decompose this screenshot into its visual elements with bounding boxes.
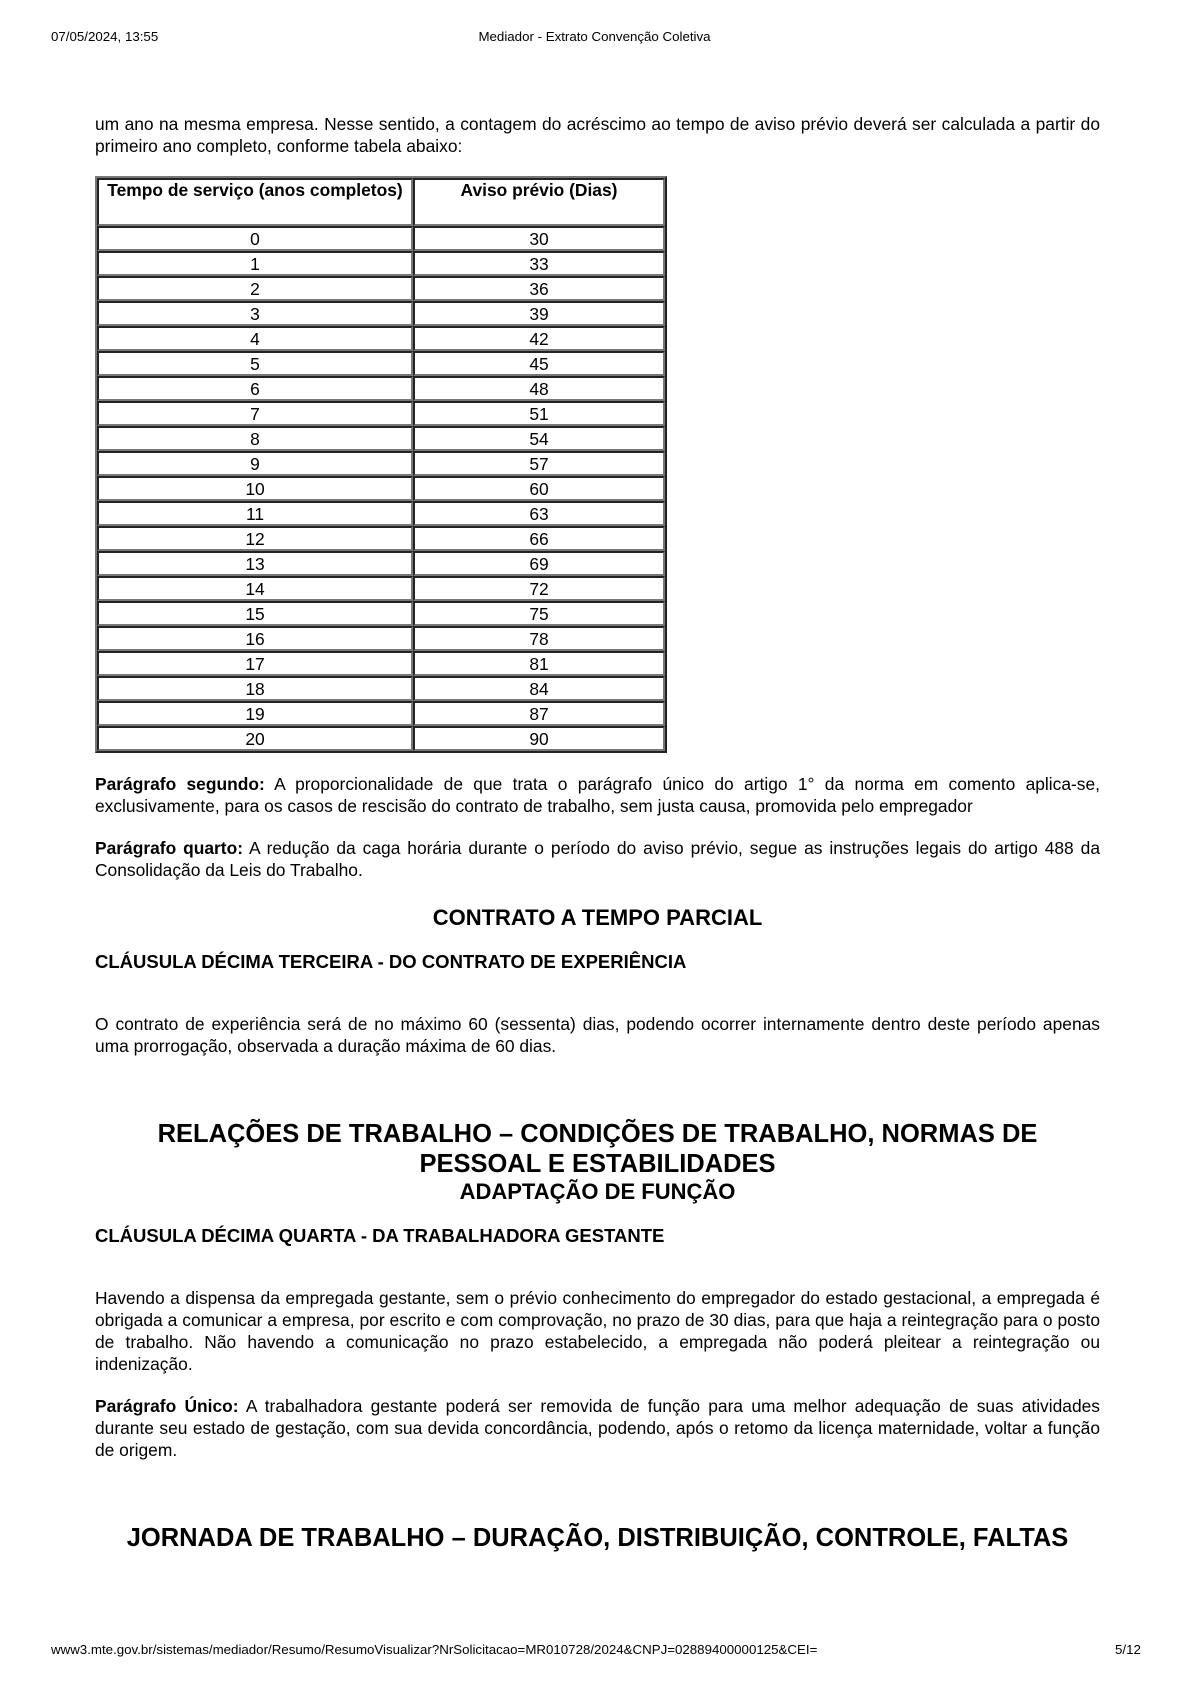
section-relacoes-title-line2: PESSOAL E ESTABILIDADES	[419, 1150, 776, 1178]
section-relacoes-title-line1: RELAÇÕES DE TRABALHO – CONDIÇÕES DE TRABALHO, NORMAS DE	[157, 1120, 1038, 1148]
cell-tempo-servico: 15	[97, 601, 413, 626]
cell-aviso-previo: 87	[413, 701, 665, 726]
table-row	[97, 601, 665, 626]
paragrafo-unico	[95, 1395, 1100, 1461]
cell-tempo-servico: 19	[97, 701, 413, 726]
paragrafo-quarto-text: A redução da caga horária durante o período do aviso prévio, segue as instruções legais do artigo 488 da Consolidação da Leis do Trabalho.	[95, 838, 1100, 880]
aviso-previo-table	[95, 176, 667, 753]
print-url: www3.mte.gov.br/sistemas/mediador/Resumo/ResumoVisualizar?NrSolicitacao=MR010728/2024&CNPJ=02889400000125&CEI=	[51, 1642, 818, 1657]
cell-tempo-servico: 4	[97, 326, 413, 351]
cell-aviso-previo: 30	[413, 226, 665, 251]
table-header-row	[97, 178, 665, 226]
cell-tempo-servico: 9	[97, 451, 413, 476]
cell-aviso-previo: 42	[413, 326, 665, 351]
table-row	[97, 226, 665, 251]
cell-tempo-servico: 2	[97, 276, 413, 301]
paragrafo-unico-text: A trabalhadora gestante poderá ser removida de função para uma melhor adequação de suas atividades durante seu estado de gestação, com sua devida concordância, podendo, após o retomo da licença maternidade, voltar a função de origem.	[95, 1396, 1100, 1460]
cell-aviso-previo: 81	[413, 651, 665, 676]
cell-aviso-previo: 60	[413, 476, 665, 501]
cell-tempo-servico: 8	[97, 426, 413, 451]
clausula-13-title: CLÁUSULA DÉCIMA TERCEIRA - DO CONTRATO DE EXPERIÊNCIA	[95, 951, 687, 972]
cell-tempo-servico: 16	[97, 626, 413, 651]
cell-tempo-servico: 17	[97, 651, 413, 676]
cell-aviso-previo: 72	[413, 576, 665, 601]
table-row	[97, 701, 665, 726]
document-content	[95, 113, 1100, 1553]
cell-aviso-previo: 33	[413, 251, 665, 276]
cell-aviso-previo: 57	[413, 451, 665, 476]
cell-tempo-servico: 18	[97, 676, 413, 701]
cell-aviso-previo: 51	[413, 401, 665, 426]
paragrafo-segundo	[95, 773, 1100, 817]
table-body	[97, 226, 665, 751]
cell-tempo-servico: 20	[97, 726, 413, 751]
paragrafo-quarto-label: Parágrafo quarto:	[95, 838, 244, 858]
clausula-14-title: CLÁUSULA DÉCIMA QUARTA - DA TRABALHADORA GESTANTE	[95, 1225, 665, 1246]
cell-aviso-previo: 69	[413, 551, 665, 576]
table-row	[97, 301, 665, 326]
table-row	[97, 501, 665, 526]
cell-tempo-servico: 6	[97, 376, 413, 401]
cell-aviso-previo: 54	[413, 426, 665, 451]
table-row	[97, 351, 665, 376]
table-row	[97, 476, 665, 501]
table-row	[97, 726, 665, 751]
print-datetime: 07/05/2024, 13:55	[51, 29, 159, 44]
print-header	[0, 29, 1189, 47]
table-row	[97, 576, 665, 601]
paragrafo-segundo-text: A proporcionalidade de que trata o parágrafo único do artigo 1° da norma em comento aplica-se, exclusivamente, para os casos de rescisão do contrato de trabalho, sem justa causa, promovida pelo empregador	[95, 774, 1100, 816]
paragrafo-unico-label: Parágrafo Único:	[95, 1396, 239, 1416]
aviso-previo-table-wrapper	[95, 176, 1100, 753]
paragrafo-quarto	[95, 837, 1100, 881]
table-row	[97, 401, 665, 426]
table-row	[97, 251, 665, 276]
cell-aviso-previo: 66	[413, 526, 665, 551]
cell-aviso-previo: 45	[413, 351, 665, 376]
cell-tempo-servico: 3	[97, 301, 413, 326]
cell-aviso-previo: 36	[413, 276, 665, 301]
cell-aviso-previo: 90	[413, 726, 665, 751]
cell-aviso-previo: 78	[413, 626, 665, 651]
table-row	[97, 551, 665, 576]
table-row	[97, 451, 665, 476]
cell-tempo-servico: 14	[97, 576, 413, 601]
table-row	[97, 626, 665, 651]
section-relacoes-subtitle: ADAPTAÇÃO DE FUNÇÃO	[459, 1179, 736, 1204]
table-row	[97, 276, 665, 301]
table-row	[97, 376, 665, 401]
paragrafo-segundo-label: Parágrafo segundo:	[95, 774, 265, 794]
cell-aviso-previo: 39	[413, 301, 665, 326]
table-row	[97, 526, 665, 551]
cell-tempo-servico: 1	[97, 251, 413, 276]
cell-tempo-servico: 13	[97, 551, 413, 576]
section-jornada-trabalho: JORNADA DE TRABALHO – DURAÇÃO, DISTRIBUIÇÃO, CONTROLE, FALTAS	[126, 1524, 1069, 1552]
cell-tempo-servico: 7	[97, 401, 413, 426]
table-row	[97, 326, 665, 351]
cell-tempo-servico: 10	[97, 476, 413, 501]
table-row	[97, 676, 665, 701]
clausula-14-text: Havendo a dispensa da empregada gestante, sem o prévio conhecimento do empregador do estado gestacional, a empregada é obrigada a comunicar a empresa, por escrito e com comprovação, no prazo de 30 dias, para que haja a reintegração para o posto de trabalho. Não havendo a comunicação no prazo estabelecido, a empregada não poderá pleitear a reintegração ou indenização.	[95, 1288, 1100, 1374]
section-relacoes-trabalho	[95, 1119, 1100, 1205]
cell-tempo-servico: 0	[97, 226, 413, 251]
header-aviso-previo: Aviso prévio (Dias)	[413, 178, 665, 226]
page-number: 5/12	[1115, 1642, 1141, 1657]
cell-tempo-servico: 5	[97, 351, 413, 376]
section-contrato-tempo-parcial: CONTRATO A TEMPO PARCIAL	[432, 905, 763, 930]
table-row	[97, 426, 665, 451]
cell-aviso-previo: 75	[413, 601, 665, 626]
cell-aviso-previo: 63	[413, 501, 665, 526]
cell-aviso-previo: 84	[413, 676, 665, 701]
header-tempo-servico: Tempo de serviço (anos completos)	[97, 178, 413, 226]
cell-tempo-servico: 11	[97, 501, 413, 526]
print-document-title: Mediador - Extrato Convenção Coletiva	[478, 29, 711, 44]
table-row	[97, 651, 665, 676]
clausula-13-text: O contrato de experiência será de no máximo 60 (sessenta) dias, podendo ocorrer internamente dentro deste período apenas uma prorrogação, observada a duração máxima de 60 dias.	[95, 1014, 1100, 1056]
cell-tempo-servico: 12	[97, 526, 413, 551]
intro-paragraph: um ano na mesma empresa. Nesse sentido, a contagem do acréscimo ao tempo de aviso prévio deverá ser calculada a partir do primeiro ano completo, conforme tabela abaixo:	[95, 114, 1100, 156]
cell-aviso-previo: 48	[413, 376, 665, 401]
